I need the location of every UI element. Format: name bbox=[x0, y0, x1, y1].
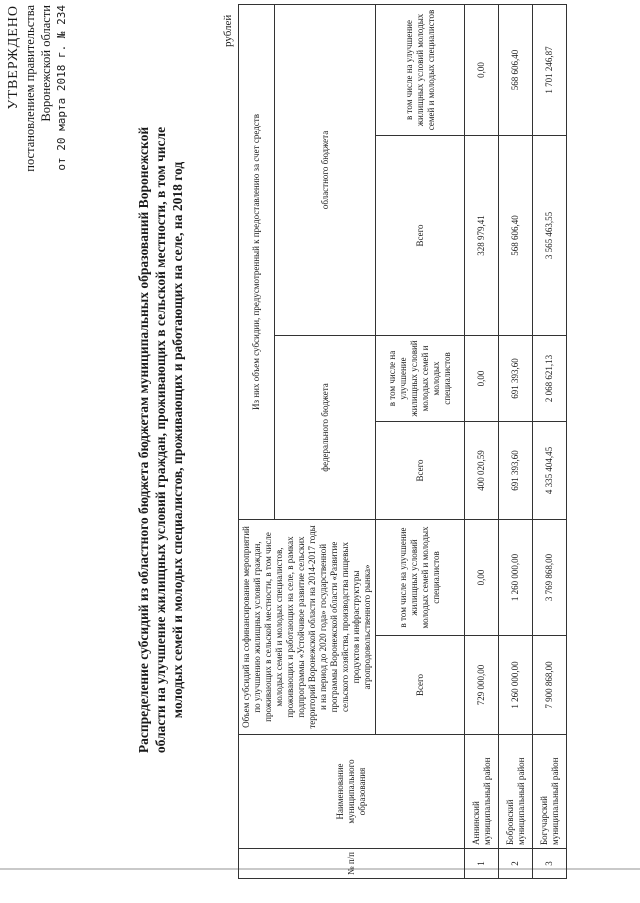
header-volume-young: в том числе на улучшение жилищных условий молодых семей и молодых специалистов bbox=[376, 519, 465, 635]
row-federal-young: 691 393,60 bbox=[499, 335, 533, 421]
row-federal-total: 4 335 404,45 bbox=[533, 421, 567, 519]
row-regional-total: 568 606,40 bbox=[499, 135, 533, 335]
header-num: № п/п bbox=[239, 849, 465, 879]
header-regional-total: Всего bbox=[376, 135, 465, 335]
header-volume-total: Всего bbox=[376, 636, 465, 735]
row-total: 1 260 000,00 bbox=[499, 636, 533, 735]
row-district: Богучарский муниципальный район bbox=[533, 735, 567, 849]
header-federal-total: Всего bbox=[376, 421, 465, 519]
approval-date: от 20 марта 2018 г. № 234 bbox=[55, 5, 68, 171]
header-regional: областного бюджета bbox=[275, 4, 376, 335]
row-district: Аннинский муниципальный район bbox=[465, 735, 499, 849]
approval-stamp bbox=[6, 5, 70, 245]
approval-line-3: Воронежской области bbox=[39, 5, 53, 122]
row-regional-young: 1 701 246,87 bbox=[533, 4, 567, 135]
header-name: Наименование муниципального образования bbox=[239, 735, 465, 849]
currency-unit: рублей bbox=[222, 14, 234, 47]
row-federal-young: 2 068 621,13 bbox=[533, 335, 567, 421]
row-total: 7 900 868,00 bbox=[533, 636, 567, 735]
header-volume: Объем субсидий на софинансирование мероприятий по улучшению жилищных условий граждан, проживающих в сельской местности, в том числе молодых семей и молодых специалистов, проживающих и работающих на селе, в рамках подпрограммы «Устойчивое развитие сельских территорий Воронежской области на 2014-2017 годы и на период до 2020 года» государственной программы Воронежской области «Развитие сельского хозяйства, производства пищевых продуктов и инфраструктуры агропродовольственного рынка» bbox=[239, 519, 376, 734]
row-federal-total: 691 393,60 bbox=[499, 421, 533, 519]
row-federal-total: 400 020,59 bbox=[465, 421, 499, 519]
header-federal-young: в том числе на улучшение жилищных условий молодых семей и молодых специалистов bbox=[376, 335, 465, 421]
row-district: Бобровский муниципальный район bbox=[499, 735, 533, 849]
table-row bbox=[499, 4, 533, 878]
row-federal-young: 0,00 bbox=[465, 335, 499, 421]
header-row-1 bbox=[239, 4, 275, 878]
document-title: Распределение субсидий из областного бюджета бюджетам муниципальных образований Воронежской области на улучшение жилищных условий граждан, проживающих в сельской местности, в том числе молодых семей и молодых специалистов, проживающих и работающих на селе, на 2018 год bbox=[136, 126, 185, 754]
row-regional-total: 3 565 463,55 bbox=[533, 135, 567, 335]
row-num: 1 bbox=[465, 849, 499, 879]
row-young: 1 260 000,00 bbox=[499, 519, 533, 635]
row-regional-young: 568 606,40 bbox=[499, 4, 533, 135]
row-young: 3 769 868,00 bbox=[533, 519, 567, 635]
subsidy-table bbox=[238, 4, 567, 879]
row-young: 0,00 bbox=[465, 519, 499, 635]
header-federal: федерального бюджета bbox=[275, 335, 376, 519]
table-row bbox=[465, 4, 499, 878]
row-num: 3 bbox=[533, 849, 567, 879]
row-total: 729 000,00 bbox=[465, 636, 499, 735]
approval-heading: УТВЕРЖДЕНО bbox=[6, 5, 21, 110]
approval-line-2: постановлением правительства bbox=[23, 5, 37, 172]
row-regional-total: 328 979,41 bbox=[465, 135, 499, 335]
table-row bbox=[533, 4, 567, 878]
header-regional-young: в том числе на улучшение жилищных условий молодых семей и молодых специалистов bbox=[376, 4, 465, 135]
header-including: Из них объем субсидии, предусмотренный к предоставлению за счет средств bbox=[239, 4, 275, 519]
row-regional-young: 0,00 bbox=[465, 4, 499, 135]
row-num: 2 bbox=[499, 849, 533, 879]
